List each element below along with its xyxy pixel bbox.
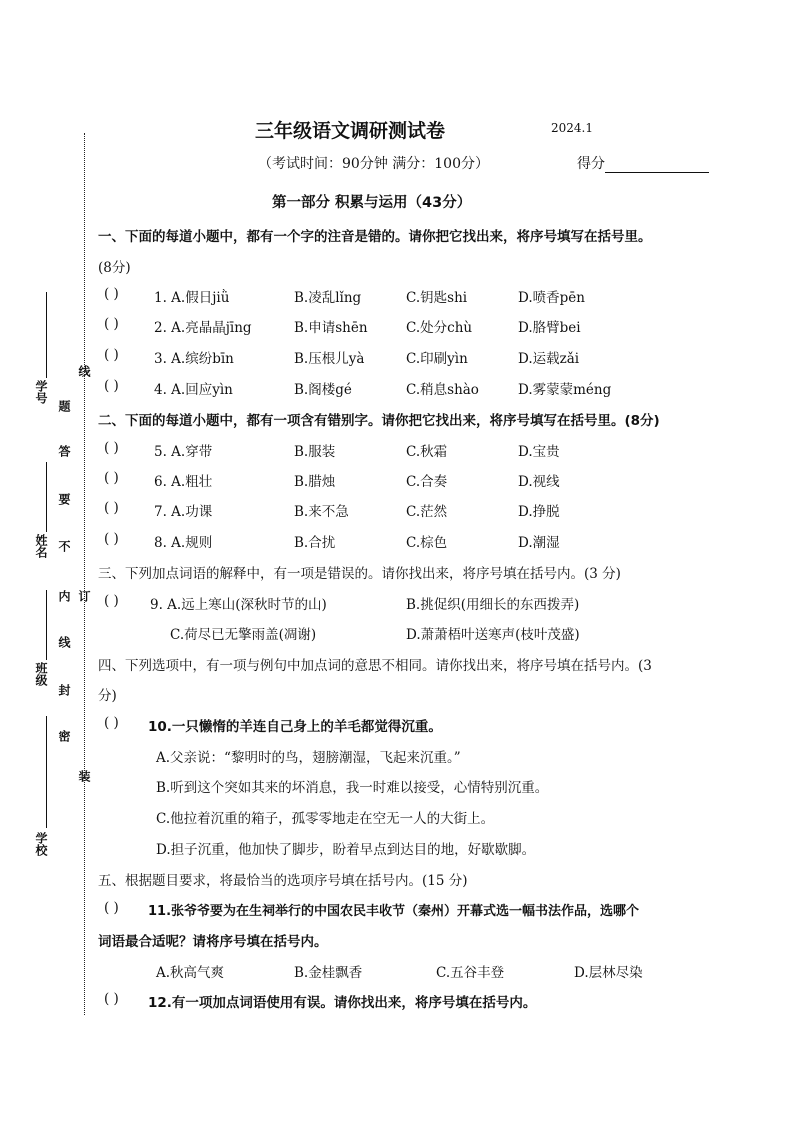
q1-option-c: C.钥匙shi [406,290,468,306]
margin-warning-char: 封 [57,684,71,696]
q10-option-a: A.父亲说：“黎明时的鸟，翅膀潮湿，飞起来沉重。” [156,750,461,766]
q9-option-b: B.挑促织(用细长的东西拨弄) [406,597,580,613]
q3-option-d: D.运载zǎi [518,351,580,367]
student-id-label: 学号 [34,380,48,404]
margin-warning-char: 密 [57,730,71,742]
answer-paren[interactable]: ( ) [104,991,119,1007]
score-label: 得分 [577,156,605,172]
section4-points: 分) [98,688,117,704]
answer-paren[interactable]: ( ) [104,347,119,363]
q7-option-a: 7. A.功课 [154,504,213,520]
q11-option-c: C.五谷丰登 [436,965,505,981]
q8-option-d: D.潮湿 [518,535,560,551]
q7-option-d: D.挣脱 [518,504,560,520]
name-line [46,462,47,532]
q1-option-a: 1. A.假日jiǜ [154,290,230,306]
q5-option-d: D.宝贵 [518,444,560,460]
q5-option-b: B.服装 [294,444,336,460]
q10-option-c: C.他拉着沉重的箱子，孤零零地走在空无一人的大街上。 [156,811,495,827]
q3-option-a: 3. A.缤纷bīn [154,351,234,367]
q11-stem-line1: 11.张爷爷要为在生祠举行的中国农民丰收节（秦州）开幕式选一幅书法作品，选哪个 [148,904,640,919]
q11-option-d: D.层林尽染 [574,965,643,981]
name-label: 姓名 [34,534,48,558]
q9-option-c: C.荷尽已无擎雨盖(凋谢) [170,627,317,643]
margin-warning-char: 内 [57,590,71,602]
part1-title: 第一部分 积累与运用（43分） [272,195,472,211]
margin-warning-char: 不 [57,540,71,552]
q2-option-a: 2. A.亮晶晶jīng [154,320,252,336]
answer-paren[interactable]: ( ) [104,440,119,456]
score-field[interactable] [577,153,709,173]
q12-stem: 12.有一项加点词语使用有误。请你找出来，将序号填在括号内。 [148,995,537,1011]
answer-paren[interactable]: ( ) [104,531,119,547]
q11-stem-line2: 词语最合适呢？请将序号填在括号内。 [98,934,328,950]
answer-paren[interactable]: ( ) [104,470,119,486]
q7-option-c: C.茫然 [406,504,448,520]
student-id-line [46,292,47,378]
exam-date: 2024.1 [551,121,593,135]
section3-heading: 三、下列加点词语的解释中，有一项是错误的。请你找出来，将序号填在括号内。(3 分) [98,566,621,582]
q11-option-a: A.秋高气爽 [156,965,225,981]
margin-warning-char: 订 [77,590,91,602]
q6-option-d: D.视线 [518,474,560,490]
q4-option-d: D.雾蒙蒙méng [518,382,612,398]
q4-option-c: C.稍息shào [406,382,479,398]
q2-option-b: B.申请shēn [294,320,368,336]
q10-option-d: D.担子沉重，他加快了脚步，盼着早点到达目的地，好歇歇脚。 [156,842,536,858]
q7-option-b: B.来不急 [294,504,349,520]
q9-option-d: D.萧萧梧叶送寒声(枝叶茂盛) [406,627,580,643]
q10-stem: 10.一只懒惰的羊连自己身上的羊毛都觉得沉重。 [148,719,442,735]
answer-paren[interactable]: ( ) [104,593,119,609]
class-label: 班级 [34,662,48,686]
margin-warning-char: 要 [57,493,71,505]
exam-info: （考试时间：90分钟 满分：100分） [258,156,489,172]
q5-option-c: C.秋霜 [406,444,448,460]
q10-option-b: B.听到这个突如其来的坏消息，我一时难以接受，心情特别沉重。 [156,780,549,796]
margin-warning-char: 线 [57,636,71,648]
margin-warning-char: 题 [57,400,71,412]
answer-paren[interactable]: ( ) [104,715,119,731]
answer-paren[interactable]: ( ) [104,316,119,332]
class-line [46,590,47,660]
q1-option-d: D.喷香pēn [518,290,585,306]
school-label: 学校 [34,832,48,856]
section2-heading: 二、下面的每道小题中，都有一项含有错别字。请你把它找出来，将序号填写在括号里。(8分) [98,413,660,429]
q11-option-b: B.金桂飘香 [294,965,363,981]
answer-paren[interactable]: ( ) [104,378,119,394]
school-line [46,716,47,828]
q8-option-a: 8. A.规则 [154,535,213,551]
section5-heading: 五、根据题目要求，将最恰当的选项序号填在括号内。(15 分) [98,873,468,889]
q3-option-b: B.压根儿yà [294,351,365,367]
answer-paren[interactable]: ( ) [104,286,119,302]
answer-paren[interactable]: ( ) [104,900,119,916]
score-blank[interactable] [605,158,709,173]
section4-heading: 四、下列选项中，有一项与例句中加点词的意思不相同。请你找出来，将序号填在括号内。(3 [98,658,652,674]
q1-option-b: B.凌乱lǐng [294,290,362,306]
q6-option-b: B.腊烛 [294,474,336,490]
section1-points: (8分) [98,260,131,276]
margin-warning-char: 线 [77,365,91,377]
q6-option-c: C.合奏 [406,474,448,490]
q8-option-b: B.合扰 [294,535,336,551]
exam-title: 三年级语文调研测试卷 [255,120,446,142]
q4-option-b: B.阁楼gé [294,382,352,398]
q2-option-d: D.胳臂bei [518,320,581,336]
q5-option-a: 5. A.穿带 [154,444,213,460]
section1-heading: 一、下面的每道小题中，都有一个字的注音是错的。请你把它找出来，将序号填写在括号里。 [98,229,652,245]
margin-warning-char: 答 [57,445,71,457]
q8-option-c: C.棕色 [406,535,448,551]
q2-option-c: C.处分chù [406,320,473,336]
answer-paren[interactable]: ( ) [104,500,119,516]
margin-warning-char: 装 [77,770,91,782]
binding-dotted-line [84,133,85,1015]
q9-option-a: 9. A.远上寒山(深秋时节的山) [150,597,327,613]
q6-option-a: 6. A.粗壮 [154,474,213,490]
q3-option-c: C.印刷yìn [406,351,468,367]
q4-option-a: 4. A.回应yìn [154,382,233,398]
